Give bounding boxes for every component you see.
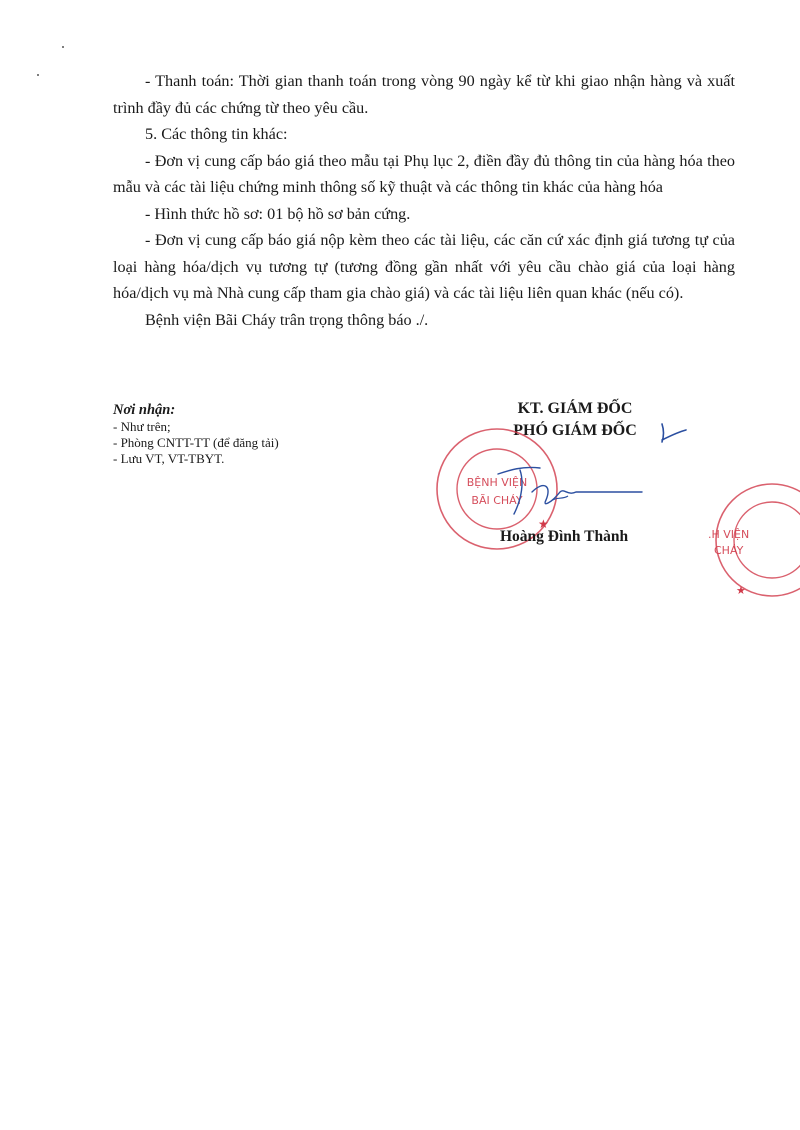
recipients-block <box>113 402 279 467</box>
signer-name: Hoàng Đình Thành <box>500 528 629 545</box>
paragraph-attachments: - Đơn vị cung cấp báo giá nộp kèm theo các tài liệu, các căn cứ xác định giá tương tự của loại hàng hóa/dịch vụ tương tự (tương đồng gần nhất với yêu cầu chào giá của loại hàng hóa/dịch vụ mà Nhà cung cấp tham gia chào giá) và các tài liệu liên quan khác (nếu có). <box>113 231 735 302</box>
scan-speck <box>37 74 39 76</box>
recipient-item: - Phòng CNTT-TT (để đăng tải) <box>113 435 279 450</box>
paragraph-quote-form: - Đơn vị cung cấp báo giá theo mẫu tại Phụ lục 2, điền đầy đủ thông tin của hàng hóa theo mẫu và các tài liệu chứng minh thông số kỹ thuật và các thông tin khác của hàng hóa <box>113 151 735 196</box>
initial-mark-image <box>658 420 688 444</box>
svg-text:BÃI CHÁY: BÃI CHÁY <box>471 494 523 507</box>
partial-seal-image <box>700 478 800 602</box>
recipients-title: Nơi nhận: <box>113 402 176 418</box>
signature-title-line2: PHÓ GIÁM ĐỐC <box>513 422 637 439</box>
svg-text:BỆNH VIỆN: BỆNH VIỆN <box>466 476 528 489</box>
svg-text:CHÁY: CHÁY <box>714 544 744 557</box>
paragraph-section-5: 5. Các thông tin khác: <box>145 125 288 143</box>
svg-text:★: ★ <box>736 584 746 597</box>
paragraph-closing: Bệnh viện Bãi Cháy trân trọng thông báo ./. <box>145 310 429 329</box>
handwritten-signature-image <box>492 462 652 532</box>
paragraph-dossier-form: - Hình thức hồ sơ: 01 bộ hồ sơ bản cứng. <box>145 204 411 223</box>
paragraph-payment: - Thanh toán: Thời gian thanh toán trong vòng 90 ngày kể từ khi giao nhận hàng và xuất trình đầy đủ các chứng từ theo yêu cầu. <box>113 72 735 117</box>
scan-speck <box>62 46 64 48</box>
svg-text:★: ★ <box>538 517 549 531</box>
svg-text:.H VIỆN: .H VIỆN <box>708 528 750 541</box>
recipient-item: - Như trên; <box>113 419 171 434</box>
document-body <box>113 68 735 333</box>
signature-title-line1: KT. GIÁM ĐỐC <box>517 400 633 417</box>
recipient-item: - Lưu VT, VT-TBYT. <box>113 451 225 466</box>
